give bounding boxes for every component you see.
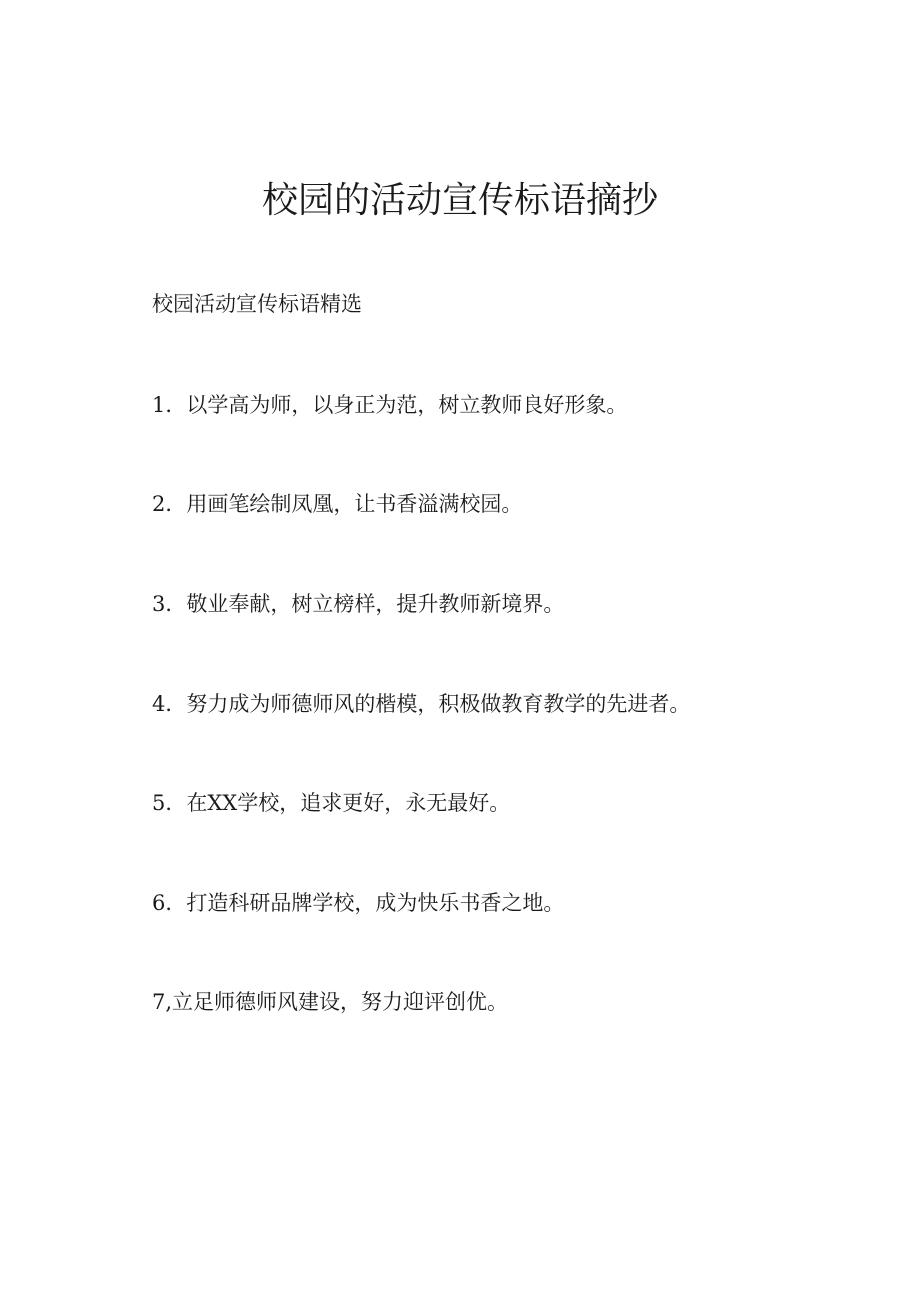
slogan-item-5: 5．在XX学校，追求更好，永无最好。 xyxy=(152,791,511,815)
slogan-item-2: 2．用画笔绘制凤凰，让书香溢满校园。 xyxy=(152,492,523,516)
slogan-item-6: 6．打造科研品牌学校，成为快乐书香之地。 xyxy=(152,891,565,915)
slogan-item-4: 4．努力成为师德师风的楷模，积极做教育教学的先进者。 xyxy=(152,692,691,716)
slogan-item-1: 1．以学高为师，以身正为范，树立教师良好形象。 xyxy=(152,393,628,417)
slogan-item-7: 7,立足师德师风建设，努力迎评创优。 xyxy=(152,990,509,1014)
page-title: 校园的活动宣传标语摘抄 xyxy=(261,180,658,221)
slogan-item-3: 3．敬业奉献，树立榜样，提升教师新境界。 xyxy=(152,592,565,616)
section-subtitle: 校园活动宣传标语精选 xyxy=(152,292,362,316)
